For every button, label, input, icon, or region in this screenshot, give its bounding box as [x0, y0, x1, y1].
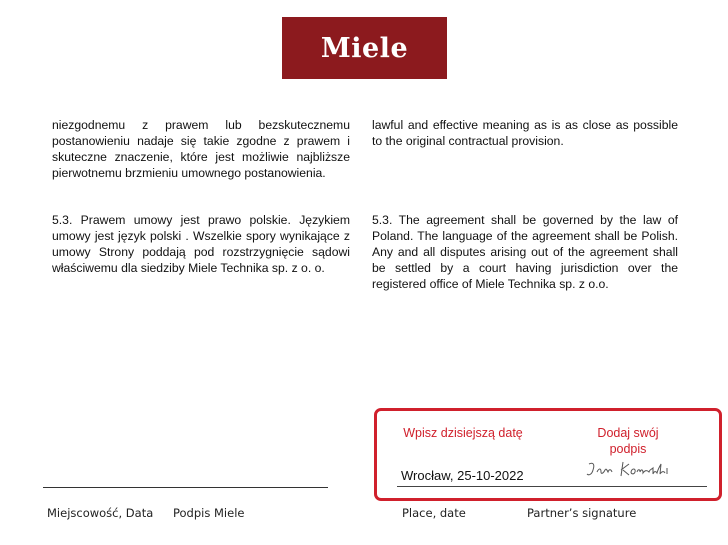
logo-text: Miele — [320, 32, 409, 64]
clause-en-5-3 — [372, 212, 678, 292]
signature-line-pl — [43, 487, 328, 488]
clause-en-fragment-text: lawful and effective meaning as is as close as possible to the original contractual provision. — [372, 118, 678, 148]
signature-line-en — [397, 486, 707, 487]
signature-label-pl: Podpis Miele — [173, 506, 245, 520]
handwritten-signature[interactable] — [583, 456, 673, 482]
clause-pl-fragment — [52, 117, 350, 181]
date-field[interactable]: Wrocław, 25-10-2022 — [401, 468, 524, 483]
hint-enter-date: Wpisz dzisiejszą datę — [403, 426, 523, 440]
clause-pl-5-3-text: 5.3. Prawem umowy jest prawo polskie. Językiem umowy jest język polski . Wszelkie spory wynikające z umowy Strony poddają pod rozstrzygnięcie sądowi właściwemu dla siedziby Miele Technika sp. z o. o. — [52, 213, 350, 275]
hint-add-signature: Dodaj swój podpis — [597, 426, 659, 456]
clause-en-fragment — [372, 117, 678, 149]
miele-logo — [282, 17, 447, 79]
signature-label-en: Partner’s signature — [527, 506, 637, 520]
clause-en-5-3-text: 5.3. The agreement shall be governed by the law of Poland. The language of the agreement shall be Polish. Any and all disputes arising out of the agreement shall be settled by a court having jurisdiction over the registered office of Miele Technika sp. z o.o. — [372, 213, 678, 291]
clause-pl-5-3 — [52, 212, 350, 276]
place-date-label-en: Place, date — [402, 506, 466, 520]
clause-pl-fragment-text: niezgodnemu z prawem lub bezskutecznemu postanowieniu nadaje się takie zgodne z prawem i skuteczne znaczenie, które jest możliwie najbliższe pierwotnemu brzmieniu umownego postanowienia. — [52, 118, 350, 180]
place-date-label-pl: Miejscowość, Data — [47, 506, 154, 520]
